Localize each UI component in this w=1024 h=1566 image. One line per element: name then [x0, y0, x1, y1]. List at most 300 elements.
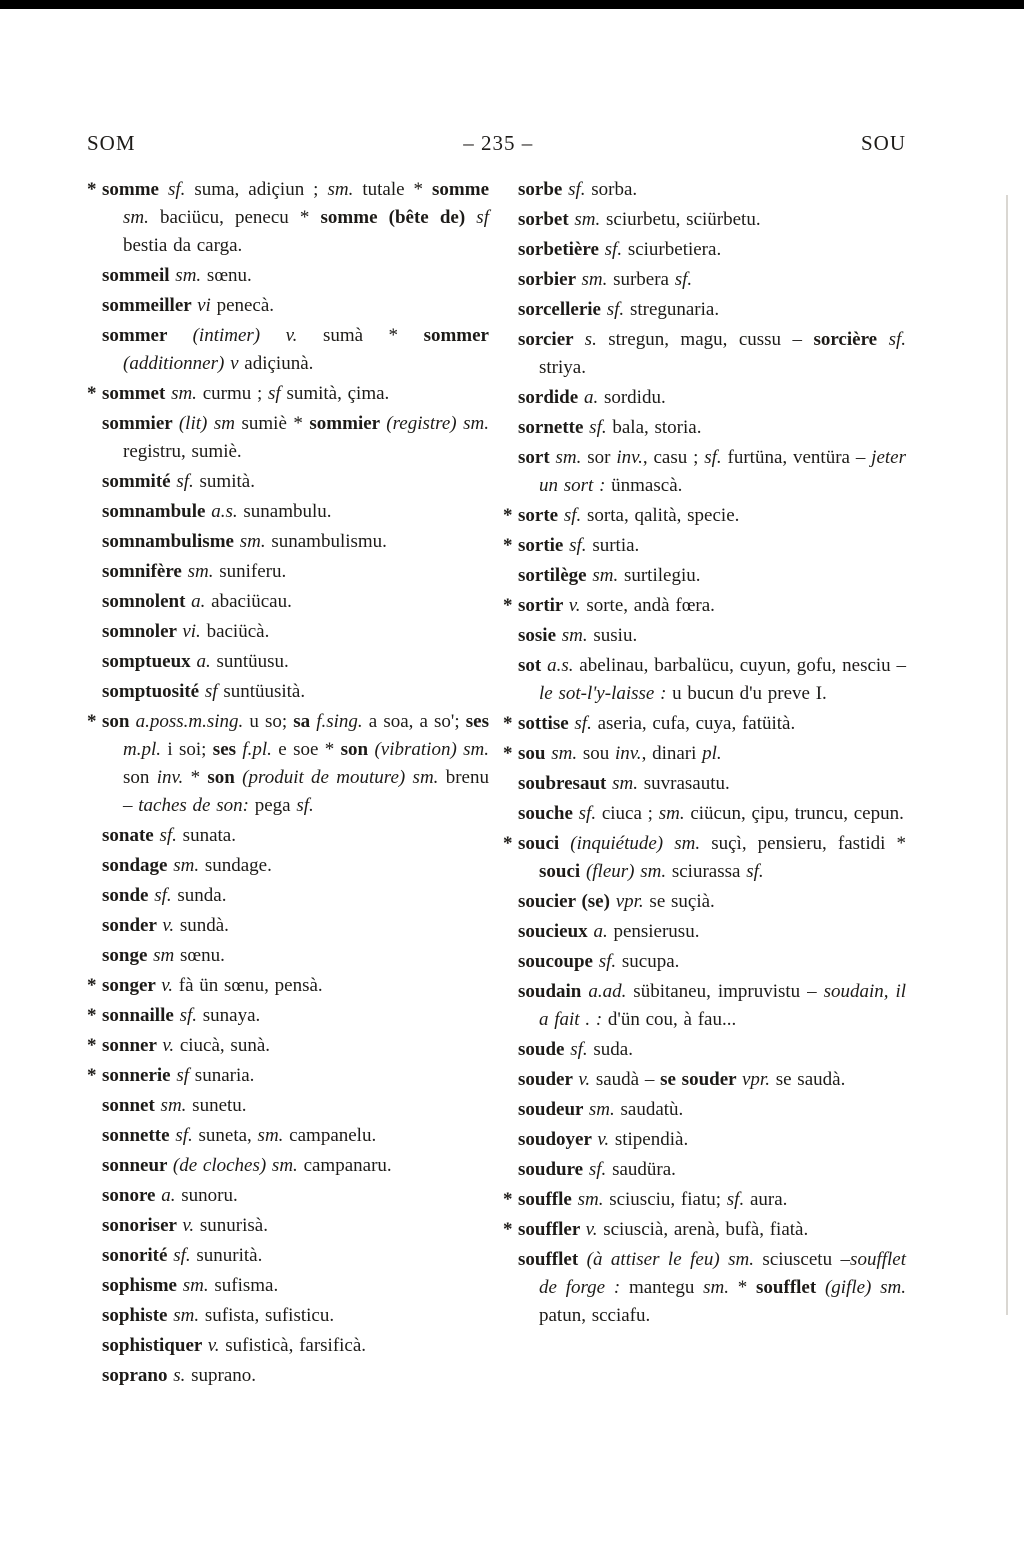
dictionary-entry [503, 710, 906, 738]
dictionary-entry [503, 562, 906, 590]
dictionary-entry [503, 740, 906, 768]
entry-headword: sonnette [102, 1125, 176, 1146]
entry-grammar-abbrev: (produit de mouture) sm. [242, 767, 439, 788]
homograph-star-marker: * [503, 833, 513, 854]
dictionary-entry [503, 414, 906, 442]
dictionary-entry [503, 770, 906, 798]
entry-headword: sophiste [102, 1305, 174, 1326]
dictionary-entry [503, 532, 906, 560]
dictionary-entry [87, 1302, 489, 1330]
entry-grammar-abbrev: sm. [175, 265, 202, 286]
entry-headword: souci [518, 833, 571, 854]
entry-translation-text: surtia. [586, 535, 640, 556]
entry-grammar-abbrev: sm. [703, 1277, 730, 1298]
dictionary-entry [503, 622, 906, 650]
entry-grammar-abbrev: sm. [160, 1095, 187, 1116]
entry-headword: soufflet [756, 1277, 825, 1298]
entry-grammar-abbrev: sf [268, 383, 281, 404]
entry-translation-text: sumità, çima. [280, 383, 390, 404]
dictionary-entry [503, 236, 906, 264]
entry-grammar-abbrev: taches de son: [138, 795, 249, 816]
entry-headword: son [102, 711, 136, 732]
entry-grammar-abbrev: sm. [551, 743, 578, 764]
entry-grammar-abbrev: sm. [239, 531, 266, 552]
entry-headword: sort [518, 447, 556, 468]
entry-grammar-abbrev: sf. [604, 239, 623, 260]
entry-grammar-abbrev: le sot-l'y-laisse : [539, 683, 667, 704]
entry-translation-text: sciuscià, arenà, bufà, fiatà. [597, 1219, 809, 1240]
dictionary-entry [503, 266, 906, 294]
entry-headword: somme (bête de) [320, 207, 477, 228]
entry-translation-text: sorte, andà fœra. [580, 595, 715, 616]
entry-headword: sommer [102, 325, 193, 346]
entry-grammar-abbrev: sf. [588, 1159, 607, 1180]
entry-grammar-abbrev: (additionner) v [123, 353, 239, 374]
entry-grammar-abbrev: sm. [182, 1275, 209, 1296]
entry-grammar-abbrev: m.pl. [123, 739, 161, 760]
entry-translation-text: aseria, cufa, cuya, fatüità. [591, 713, 796, 734]
entry-grammar-abbrev: a. [196, 651, 211, 672]
entry-translation-text: mantegu [620, 1277, 704, 1298]
entry-headword: somme [432, 179, 490, 200]
entry-translation-text: sœnu. [174, 945, 225, 966]
entry-translation-text: abaciücau. [205, 591, 292, 612]
entry-grammar-abbrev: sf. [746, 861, 764, 882]
dictionary-entry [87, 822, 489, 850]
dictionary-entry [503, 888, 906, 916]
entry-grammar-abbrev: vpr. [615, 891, 644, 912]
entry-grammar-abbrev: sm. [187, 561, 214, 582]
entry-grammar-abbrev: sm. [327, 179, 354, 200]
entry-grammar-abbrev: sm. [171, 383, 197, 404]
entry-translation-text: d'ün cou, à fau... [602, 1009, 737, 1030]
entry-translation-text: sciuscetu [753, 1249, 841, 1270]
entry-headword: souffler [518, 1219, 586, 1240]
entry-headword: sorcière [813, 329, 889, 350]
entry-headword: somptuosité [102, 681, 205, 702]
entry-translation-text: surtilegiu. [618, 565, 701, 586]
entry-grammar-abbrev: v. [161, 975, 174, 996]
entry-grammar-abbrev: sf [476, 207, 489, 228]
dictionary-entry [87, 1032, 489, 1060]
entry-translation-text: sufisticà, farsificà. [219, 1335, 367, 1356]
entry-headword: sonneur [102, 1155, 173, 1176]
entry-translation-text: * [729, 1277, 757, 1298]
scan-top-black-bar [0, 0, 1024, 9]
entry-headword: somptueux [102, 651, 197, 672]
entry-grammar-abbrev: sf. [598, 951, 617, 972]
entry-translation-text: * [183, 767, 208, 788]
entry-translation-text: ciücun, çipu, truncu, cepun. [684, 803, 904, 824]
dictionary-entry [503, 444, 906, 500]
entry-headword: sommet [102, 383, 172, 404]
entry-headword: sonnerie [102, 1065, 177, 1086]
entry-translation-text: sunurisà. [194, 1215, 268, 1236]
entry-translation-text: fà ün sœnu, pensà. [173, 975, 323, 996]
entry-translation-text: , casu ; [642, 447, 705, 468]
entry-translation-text: sunoru. [175, 1185, 238, 1206]
entry-translation-text: brenu – [123, 767, 489, 816]
entry-headword: soucieux [518, 921, 594, 942]
entry-translation-text: registru, sumiè. [123, 441, 242, 462]
entry-grammar-abbrev: sf. [578, 803, 597, 824]
entry-translation-text: abelinau, barbalücu, cuyun, gofu, nesciu – [573, 655, 906, 676]
dictionary-entry [87, 678, 489, 706]
entry-headword: somme [102, 179, 168, 200]
dictionary-entry [87, 942, 489, 970]
entry-translation-text: se suçià. [643, 891, 715, 912]
entry-grammar-abbrev: sf. [674, 269, 693, 290]
entry-headword: somnolent [102, 591, 192, 612]
entry-translation-text: sumà * [297, 325, 424, 346]
entry-translation-text: tutale * [353, 179, 433, 200]
homograph-star-marker: * [87, 1035, 97, 1056]
dictionary-entry [87, 882, 489, 910]
entry-headword: sorbetière [518, 239, 605, 260]
entry-grammar-abbrev: sf. [159, 825, 177, 846]
entry-translation-text: sciusciu, fiatu; [603, 1189, 727, 1210]
entry-grammar-abbrev: sf. [563, 505, 582, 526]
entry-grammar-abbrev: sm. [577, 1189, 604, 1210]
dictionary-entry [87, 588, 489, 616]
dictionary-entry [87, 176, 489, 260]
entry-headword: somnifère [102, 561, 188, 582]
dictionary-entry [87, 648, 489, 676]
entry-grammar-abbrev: a. [593, 921, 608, 942]
entry-grammar-abbrev: sf. [888, 329, 906, 350]
entry-translation-text: i soi; [161, 739, 213, 760]
entry-headword: souche [518, 803, 579, 824]
entry-grammar-abbrev: sf. [570, 1039, 588, 1060]
entry-headword: songe [102, 945, 154, 966]
dictionary-entry [503, 326, 906, 382]
entry-headword: sophistiquer [102, 1335, 208, 1356]
entry-translation-text: pensierusu. [607, 921, 700, 942]
homograph-star-marker: * [503, 1219, 513, 1240]
dictionary-entry [87, 1152, 489, 1180]
dictionary-entry [503, 978, 906, 1034]
entry-headword: sonnet [102, 1095, 161, 1116]
dictionary-entry [87, 1242, 489, 1270]
entry-translation-text: surbera [607, 269, 675, 290]
entry-translation-text: sunaria. [189, 1065, 255, 1086]
entry-headword: soufflet [518, 1249, 587, 1270]
entry-translation-text: se saudà. [769, 1069, 846, 1090]
dictionary-entry [503, 592, 906, 620]
entry-translation-text: furtüna, ventüra – [721, 447, 872, 468]
entry-grammar-abbrev: inv. [616, 447, 643, 468]
entry-grammar-abbrev: f.sing. [316, 711, 363, 732]
entry-headword: sonorité [102, 1245, 174, 1266]
entry-headword: sornette [518, 417, 590, 438]
entry-grammar-abbrev: v. [585, 1219, 598, 1240]
entry-translation-text: sundà. [174, 915, 229, 936]
entry-translation-text: suniferu. [213, 561, 287, 582]
entry-translation-text: sufista, sufisticu. [199, 1305, 335, 1326]
dictionary-entry [503, 918, 906, 946]
entry-translation-text: a soa, a so'; [362, 711, 466, 732]
entry-headword: sommeil [102, 265, 176, 286]
entry-grammar-abbrev: (de cloches) sm. [172, 1155, 298, 1176]
dictionary-columns [87, 176, 906, 1392]
entry-grammar-abbrev: sf. [154, 885, 172, 906]
entry-translation-text: suntüusità. [217, 681, 306, 702]
entry-translation-text: suda. [587, 1039, 633, 1060]
entry-translation-text: sübitaneu, impruvistu – [626, 981, 824, 1002]
dictionary-entry [87, 1332, 489, 1360]
homograph-star-marker: * [87, 1065, 97, 1086]
dictionary-entry [87, 1062, 489, 1090]
homograph-star-marker: * [503, 505, 513, 526]
entry-headword: sommier [309, 413, 387, 434]
entry-grammar-abbrev: sm. [173, 855, 200, 876]
entry-translation-text: , dinari [641, 743, 703, 764]
entry-grammar-abbrev: a.poss.m.sing. [135, 711, 244, 732]
entry-headword: sonoriser [102, 1215, 183, 1236]
homograph-star-marker: * [503, 713, 513, 734]
entry-translation-text: stregun, magu, cussu – [596, 329, 814, 350]
entry-grammar-abbrev: sm. [257, 1125, 284, 1146]
entry-headword: sorbe [518, 179, 569, 200]
entry-translation-text: suçì, pensieru, fastidi * [700, 833, 906, 854]
entry-translation-text: son [123, 767, 157, 788]
dictionary-entry [87, 972, 489, 1000]
entry-grammar-abbrev: a.ad. [588, 981, 627, 1002]
dictionary-entry [503, 1126, 906, 1154]
entry-grammar-abbrev: s. [584, 329, 597, 350]
dictionary-entry [503, 1066, 906, 1094]
entry-translation-text: sordidu. [598, 387, 666, 408]
entry-translation-text: adiçiunà. [238, 353, 314, 374]
entry-translation-text: suntüusu. [210, 651, 289, 672]
entry-grammar-abbrev: v. [162, 1035, 175, 1056]
dictionary-entry [503, 296, 906, 324]
dictionary-entry [503, 652, 906, 708]
dictionary-entry [87, 1002, 489, 1030]
dictionary-entry [503, 1156, 906, 1184]
homograph-star-marker: * [503, 535, 513, 556]
entry-grammar-abbrev: sm. [581, 269, 608, 290]
entry-translation-text: sucupa. [616, 951, 680, 972]
entry-grammar-abbrev: sf. [589, 417, 607, 438]
entry-grammar-abbrev: a. [583, 387, 599, 408]
entry-translation-text: curmu ; [196, 383, 269, 404]
dictionary-entry [503, 502, 906, 530]
entry-grammar-abbrev: sm. [592, 565, 619, 586]
entry-grammar-abbrev: (intimer) v. [192, 325, 298, 346]
entry-grammar-abbrev: s. [173, 1365, 186, 1386]
dictionary-entry [503, 206, 906, 234]
dictionary-entry [87, 468, 489, 496]
entry-headword: somnoler [102, 621, 183, 642]
entry-translation-text: saudüra. [606, 1159, 676, 1180]
entry-headword: sonner [102, 1035, 163, 1056]
entry-headword: soubresaut [518, 773, 613, 794]
dictionary-entry [87, 1122, 489, 1150]
entry-headword: soudain [518, 981, 589, 1002]
entry-grammar-abbrev: sf. [167, 179, 186, 200]
entry-headword: sosie [518, 625, 562, 646]
entry-grammar-abbrev: a.s. [547, 655, 574, 676]
entry-grammar-abbrev: sm. [561, 625, 588, 646]
entry-translation-text: u so; [243, 711, 294, 732]
entry-grammar-abbrev: vi. [182, 621, 201, 642]
entry-translation-text: sciurassa [666, 861, 747, 882]
dictionary-entry [87, 1182, 489, 1210]
entry-grammar-abbrev: a. [161, 1185, 176, 1206]
entry-translation-text: susiu. [587, 625, 638, 646]
entry-translation-text: u bucun d'u preve I. [666, 683, 827, 704]
entry-headword: sou [518, 743, 552, 764]
entry-grammar-abbrev: sf. [704, 447, 722, 468]
entry-grammar-abbrev: sf. [726, 1189, 745, 1210]
entry-headword: sonnaille [102, 1005, 180, 1026]
entry-translation-text: sunurità. [190, 1245, 263, 1266]
entry-translation-text: striya. [539, 357, 586, 378]
entry-headword: somnambulisme [102, 531, 240, 552]
entry-grammar-abbrev: sf. [568, 179, 586, 200]
dictionary-entry [87, 1272, 489, 1300]
dictionary-entry [503, 1246, 906, 1330]
entry-headword: soudeur [518, 1099, 589, 1120]
entry-headword: sa [293, 711, 317, 732]
entry-grammar-abbrev: sf. [296, 795, 314, 816]
entry-translation-text: sunata. [176, 825, 236, 846]
entry-grammar-abbrev: sm [153, 945, 175, 966]
entry-headword: sonate [102, 825, 160, 846]
entry-grammar-abbrev: vi [197, 295, 211, 316]
dictionary-entry [87, 708, 489, 820]
entry-grammar-abbrev: sm. [173, 1305, 200, 1326]
entry-grammar-abbrev: v. [207, 1335, 220, 1356]
entry-headword: soudoyer [518, 1129, 598, 1150]
entry-headword: sommeiller [102, 295, 198, 316]
entry-translation-text: sundage. [199, 855, 272, 876]
entry-translation-text: sor [581, 447, 617, 468]
entry-headword: soucoupe [518, 951, 599, 972]
entry-translation-text: sœnu. [201, 265, 252, 286]
entry-headword: sortie [518, 535, 570, 556]
entry-translation-text: pega [248, 795, 297, 816]
entry-headword: sot [518, 655, 548, 676]
dictionary-entry [87, 262, 489, 290]
dictionary-entry [87, 528, 489, 556]
dictionary-entry [87, 410, 489, 466]
entry-translation-text: suvrasautu. [637, 773, 730, 794]
entry-headword: sonore [102, 1185, 162, 1206]
entry-translation-text: penecà. [210, 295, 275, 316]
entry-headword: sondage [102, 855, 174, 876]
entry-headword: sonder [102, 915, 163, 936]
entry-translation-text: sou [577, 743, 615, 764]
entry-headword: sorcier [518, 329, 585, 350]
homograph-star-marker: * [87, 1005, 97, 1026]
entry-headword: ses [212, 739, 243, 760]
entry-grammar-abbrev: sf. [173, 1245, 191, 1266]
entry-translation-text: ciuca ; [596, 803, 659, 824]
dictionary-entry [503, 800, 906, 828]
entry-grammar-abbrev: sf [204, 681, 218, 702]
entry-grammar-abbrev: –soufflet de forge : [539, 1249, 906, 1298]
entry-headword: soude [518, 1039, 571, 1060]
entry-translation-text: aura. [744, 1189, 788, 1210]
homograph-star-marker: * [87, 975, 97, 996]
guideword-right: SOU [860, 131, 906, 155]
entry-grammar-abbrev: sf [176, 1065, 190, 1086]
entry-translation-text: sciurbetu, sciürbetu. [600, 209, 761, 230]
entry-translation-text: sunaya. [197, 1005, 261, 1026]
entry-headword: sorcellerie [518, 299, 607, 320]
entry-translation-text: ciucà, sunà. [174, 1035, 270, 1056]
entry-grammar-abbrev: jeter un sort : [539, 447, 906, 496]
entry-headword: sordide [518, 387, 584, 408]
dictionary-entry [87, 322, 489, 378]
entry-headword: somnambule [102, 501, 212, 522]
entry-grammar-abbrev: sf. [606, 299, 625, 320]
entry-translation-text: sciurbetiera. [622, 239, 722, 260]
entry-translation-text: baciücà. [200, 621, 270, 642]
scan-edge-artifact [1006, 195, 1008, 1315]
entry-headword: songer [102, 975, 162, 996]
entry-translation-text: sunda. [171, 885, 227, 906]
entry-translation-text: sumiè * [234, 413, 310, 434]
homograph-star-marker: * [87, 179, 97, 200]
entry-headword: souder [518, 1069, 579, 1090]
entry-grammar-abbrev: sf. [574, 713, 592, 734]
guideword-left: SOM [87, 131, 136, 155]
entry-headword: son [340, 739, 375, 760]
dictionary-entry [87, 1362, 489, 1390]
entry-translation-text: sumità. [193, 471, 255, 492]
entry-translation-text: patun, scciafu. [539, 1305, 651, 1326]
entry-grammar-abbrev: (registre) sm. [386, 413, 489, 434]
entry-grammar-abbrev: v. [578, 1069, 591, 1090]
entry-grammar-abbrev: (à attiser le feu) sm. [586, 1249, 754, 1270]
entry-headword: sorte [518, 505, 564, 526]
entry-grammar-abbrev: inv. [156, 767, 184, 788]
entry-translation-text: stregunaria. [624, 299, 720, 320]
entry-grammar-abbrev: v. [162, 915, 175, 936]
entry-grammar-abbrev: soudain, il a fait . : [539, 981, 907, 1030]
homograph-star-marker: * [503, 743, 513, 764]
entry-headword: sommier [102, 413, 179, 434]
dictionary-entry [503, 1186, 906, 1214]
dictionary-entry [503, 1096, 906, 1124]
entry-headword: sortir [518, 595, 569, 616]
homograph-star-marker: * [87, 383, 97, 404]
dictionary-entry [503, 830, 906, 886]
entry-grammar-abbrev: (lit) sm [178, 413, 235, 434]
entry-headword: souffle [518, 1189, 578, 1210]
entry-grammar-abbrev: v. [597, 1129, 610, 1150]
entry-grammar-abbrev: (gifle) sm. [824, 1277, 906, 1298]
dictionary-entry [87, 558, 489, 586]
entry-grammar-abbrev: inv. [615, 743, 642, 764]
entry-grammar-abbrev: (vibration) sm. [374, 739, 489, 760]
entry-grammar-abbrev: pl. [702, 743, 722, 764]
homograph-star-marker: * [87, 711, 97, 732]
entry-grammar-abbrev: sm. [612, 773, 638, 794]
entry-grammar-abbrev: v. [568, 595, 581, 616]
entry-headword: souci [539, 861, 586, 882]
entry-grammar-abbrev: a. [191, 591, 206, 612]
entry-grammar-abbrev: sf. [175, 1125, 193, 1146]
entry-translation-text: sunambulu. [237, 501, 332, 522]
entry-translation-text: bala, storia. [606, 417, 702, 438]
dictionary-entry [87, 912, 489, 940]
entry-translation-text: sunetu. [186, 1095, 247, 1116]
page-header [87, 131, 906, 156]
